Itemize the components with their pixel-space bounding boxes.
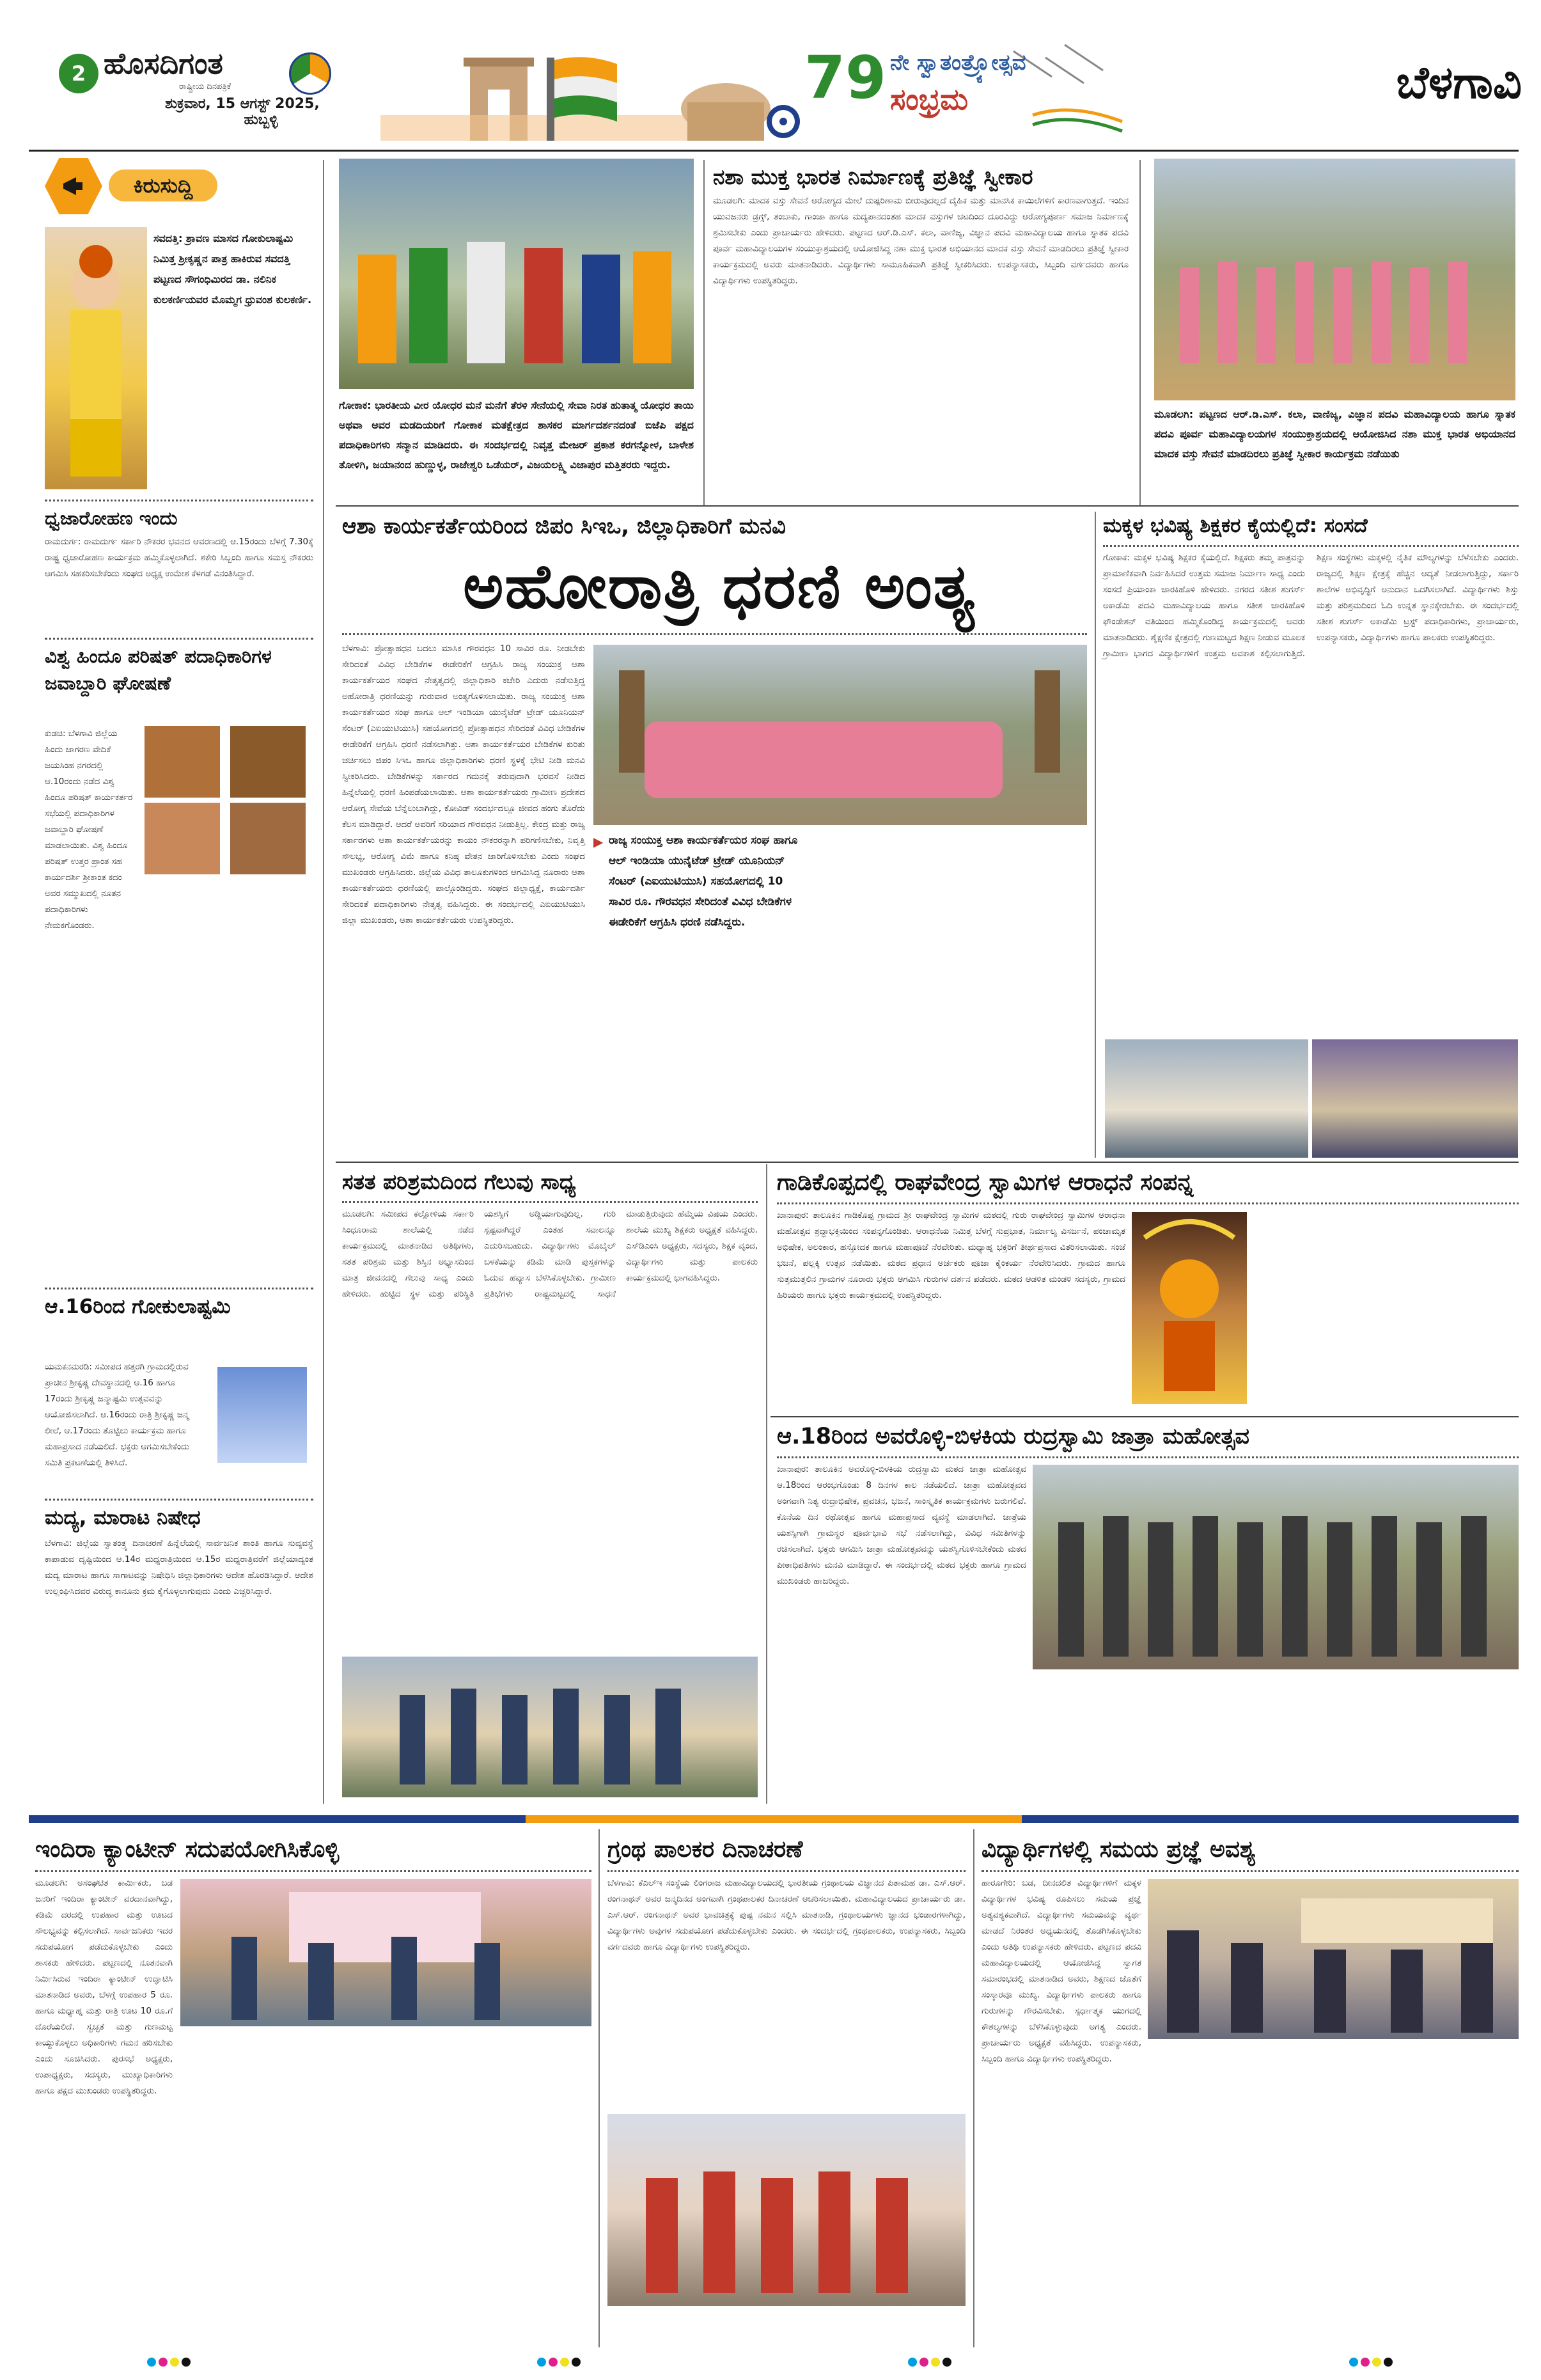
krishna-child-photo (45, 227, 147, 489)
samaya-photo (1148, 1879, 1519, 2039)
kirusuddi-title-2: ವಿಶ್ವ ಹಿಂದೂ ಪರಿಷತ್ ಪದಾಧಿಕಾರಿಗಳ ಜವಾಬ್ದಾರಿ ಘೋಷಣೆ (45, 645, 272, 694)
kirusuddi-body-2-cont (45, 879, 313, 1282)
flag-emblem (289, 52, 331, 95)
gelavu-photo (342, 1657, 758, 1797)
samaya-underline (982, 1870, 1519, 1872)
lead-body-col-2 (593, 1011, 804, 1153)
soldiers-felicitation-photo (339, 159, 694, 389)
kirusuddi-title-3: ಆ.16ರಿಂದ ಗೋಕುಲಾಷ್ಟಮಿ (45, 1295, 231, 1318)
rudraswami-body-cont (1033, 1676, 1519, 1797)
rudraswami-underline (777, 1456, 1519, 1458)
nasha-body: ಮೂಡಲಗಿ: ಮಾದಕ ವಸ್ತು ಸೇವನೆ ಆರೋಗ್ಯದ ಮೇಲೆ ದುಷ್ಪರಿಣಾಮ ಬೀರುವುದಲ್ಲದೆ ದೈಹಿಕ ಮತ್ತು ಮಾನಸಿಕ ಕಾಯಿಲೆಗಳಿಗೆ ಕಾರಣವಾಗುತ್ತದೆ. ಇಂದಿನ ಯುವಜನರು ಡ್ರಗ್ಸ್, ತಂಬಾಕು, ಗಾಂಜಾ ಹಾಗೂ ಮದ್ಯಪಾನದಂತಹ ಮಾದಕ ವಸ್ತುಗಳ ಚಟದಿಂದ ದೂರವಿದ್ದು ಆರೋಗ್ಯಪೂರ್ಣ ಸಮಾಜ ನಿರ್ಮಾಣಕ್ಕೆ ಶ್ರಮಿಸಬೇಕು ಎಂದು ಪ್ರಾಚಾರ್ಯರು ಹೇಳಿದರು. ಪಟ್ಟಣದ ಆರ್.ಡಿ.ಎಸ್. ಕಲಾ, ವಾಣಿಜ್ಯ, ವಿಜ್ಞಾನ ಪದವಿ ಮಹಾವಿದ್ಯಾಲಯ ಹಾಗೂ ಸ್ನಾತಕ ಪದವಿ ಪೂರ್ವ ಮಹಾವಿದ್ಯಾಲಯಗಳ ಸಂಯುಕ್ತಾಶ್ರಯದಲ್ಲಿ ಆಯೋಜಿಸಿದ್ದ ನಶಾ ಮುಕ್ತ ಭಾರತ ಅಭಿಯಾನದ ಮಾದಕ ವಸ್ತು ಸೇವನೆ ಮಾಡದಿರಲು ಪ್ರತಿಜ್ಞೆ ಸ್ವೀಕಾರ ಕಾರ್ಯಕ್ರಮದಲ್ಲಿ ಅವರು ಮಾತನಾಡಿದರು. ವಿದ್ಯಾರ್ಥಿಗಳು ಸಾಮೂಹಿಕವಾಗಿ ಪ್ರತಿಜ್ಞೆ ಸ್ವೀಕರಿಸಿದರು. ಉಪನ್ಯಾಸಕರು, ಸಿಬ್ಬಂದಿ ವರ್ಗದವರು ಹಾಗೂ ವಿದ್ಯಾರ್ಥಿಗಳು ಉಪಸ್ಥಿತರಿದ್ದರು. (713, 196, 1129, 286)
granthapalaka-photo (607, 2114, 966, 2306)
kirusuddi-title-1: ಧ್ವಜಾರೋಹಣ ಇಂದು (45, 507, 178, 529)
vhp-office-bearer-photo-2 (230, 726, 306, 798)
bottom-color-band (29, 1815, 1519, 1823)
soldiers-photo-caption: ಗೋಕಾಕ: ಭಾರತೀಯ ವೀರ ಯೋಧರ ಮನೆ ಮನೆಗೆ ತೆರಳಿ ಸೇನೆಯಲ್ಲಿ ಸೇವಾ ನಿರತ ಹುತಾತ್ಮ ಯೋಧರ ತಾಯಿ ಅಥವಾ ಅವರ ಮಡದಿಯರಿಗೆ ಗೋಕಾಕ ಮತಕ್ಷೇತ್ರದ ಶಾಸಕರ ಮಾರ್ಗದರ್ಶನದಂತೆ ಬಿಜೆಪಿ ಪಕ್ಷದ ಪದಾಧಿಕಾರಿಗಳು ಸನ್ಮಾನ ಮಾಡಿದರು. ಈ ಸಂದರ್ಭದಲ್ಲಿ ನಿವೃತ್ತ ಮೇಜರ್ ಪ್ರಕಾಶ ಕರಗನ್ನೋಳ, ಬಾಳೇಶ ತೋಳಿಗಿ, ಜಯಾನಂದ ಹುಣ್ಣುಳ್ಳ, ರಾಜೇಶ್ವರಿ ಒಡೆಯರ್, ವಿಜಯಲಕ್ಷ್ಮಿ ವಿಜಾಪುರ ಮತ್ತಿತರರು ಇದ್ದರು. (339, 399, 694, 471)
indira-photo (180, 1879, 591, 2026)
top-row-rule-1 (703, 160, 705, 505)
nasha-photo-caption: ಮೂಡಲಗಿ: ಪಟ್ಟಣದ ಆರ್.ಡಿ.ಎಸ್. ಕಲಾ, ವಾಣಿಜ್ಯ, ವಿಜ್ಞಾನ ಪದವಿ ಮಹಾವಿದ್ಯಾಲಯ ಹಾಗೂ ಸ್ನಾತಕ ಪದವಿ ಪೂರ್ವ ಮಹಾವಿದ್ಯಾಲಯಗಳ ಸಂಯುಕ್ತಾಶ್ರಯದಲ್ಲಿ ಆಯೋಜಿಸಿದ ನಶಾ ಮುಕ್ತ ಭಾರತ ಅಭಿಯಾನದ ಮಾದಕ ವಸ್ತು ಸೇವನೆ ಮಾಡದಿರಲು ಪ್ರತಿಜ್ಞೆ ಸ್ವೀಕಾರ ಕಾರ್ಯಕ್ರಮ ನಡೆಯಿತು (1154, 408, 1515, 460)
granthapalaka-headline: ಗ್ರಂಥ ಪಾಲಕರ ದಿನಾಚರಣೆ (607, 1836, 803, 1863)
raghavendra-body-left: ಖಾನಾಪುರ: ತಾಲೂಕಿನ ಗಾಡಿಕೊಪ್ಪ ಗ್ರಾಮದ ಶ್ರೀ ರಾಘವೇಂದ್ರ ಸ್ವಾಮಿಗಳ ಮಠದಲ್ಲಿ ಗುರು ರಾಘವೇಂದ್ರ ಸ್ವಾಮಿಗಳ ಆರಾಧನಾ ಮಹೋತ್ಸವ ಶ್ರದ್ಧಾಭಕ್ತಿಯಿಂದ ಸಂಪನ್ನಗೊಂಡಿತು. ಆರಾಧನೆಯ ನಿಮಿತ್ತ ಬೆಳಗ್ಗೆ ಸುಪ್ರಭಾತ, ನಿರ್ಮಾಲ್ಯ ವಿಸರ್ಜನೆ, ಪಂಚಾಮೃತ ಅಭಿಷೇಕ, ಅಲಂಕಾರ, ಹಸ್ತೋದಕ ಹಾಗೂ ಮಹಾಪೂಜೆ ನೆರವೇರಿತು. ಮಧ್ಯಾಹ್ನ ಭಕ್ತರಿಗೆ ತೀರ್ಥಪ್ರಸಾದ ವಿತರಿಸಲಾಯಿತು. ಸಂಜೆ ಭಜನೆ, ಪಲ್ಲಕ್ಕಿ ಉತ್ಸವ ನಡೆಯಿತು. ಮಠದ ಪ್ರಧಾನ ಅರ್ಚಕರು ಪೂಜಾ ಕೈಂಕರ್ಯ ನೆರವೇರಿಸಿದರು. ಗ್ರಾಮದ ಹಾಗೂ ಸುತ್ತಮುತ್ತಲಿನ ಗ್ರಾಮಗಳ ನೂರಾರು ಭಕ್ತರು ಆಗಮಿಸಿ ಗುರುಗಳ ದರ್ಶನ ಪಡೆದರು. ಮಠದ ಆಡಳಿತ ಮಂಡಳಿ ಸದಸ್ಯರು, ಗ್ರಾಮದ ಹಿರಿಯರು ಹಾಗೂ ಭಕ್ತರು ಕಾರ್ಯಕ್ರಮದಲ್ಲಿ ಉಪಸ್ಥಿತರಿದ್ದರು. (777, 1210, 1125, 1300)
makkala-underline (1103, 545, 1519, 547)
indira-underline (35, 1870, 591, 1872)
rudraswami-photo (1033, 1465, 1519, 1669)
city-line: ಹುಬ್ಬಳ್ಳಿ (244, 112, 278, 128)
top-row-bottom-rule (336, 505, 1519, 507)
gelavu-underline (342, 1201, 758, 1203)
samaya-body-right (1148, 2045, 1519, 2343)
caption-arrow-icon: ▶ (593, 834, 604, 849)
makkala-photo-left (1105, 1039, 1308, 1158)
rudraswami-top-rule (770, 1416, 1519, 1417)
asha-photo-caption-box (593, 830, 804, 1003)
vhp-office-bearer-photo-1 (145, 726, 220, 798)
paper-tagline: ರಾಷ್ಟ್ರೀಯ ದಿನಪತ್ರಿಕೆ (179, 82, 231, 91)
indira-headline: ಇಂದಿರಾ ಕ್ಯಾಂಟೀನ್ ಸದುಪಯೋಗಿಸಿಕೊಳ್ಳಿ (35, 1836, 340, 1863)
granthapalaka-underline (607, 1870, 966, 1872)
indira-body-left: ಮೂಡಲಗಿ: ಅಸಂಘಟಿತ ಕಾರ್ಮಿಕರು, ಬಡ ಜನರಿಗೆ ಇಂದಿರಾ ಕ್ಯಾಂಟೀನ್ ವರದಾನವಾಗಿದ್ದು, ಕಡಿಮೆ ದರದಲ್ಲಿ ಉಪಹಾರ ಮತ್ತು ಊಟದ ಸೌಲಭ್ಯವನ್ನು ಕಲ್ಪಿಸಲಾಗಿದೆ. ಸಾರ್ವಜನಿಕರು ಇದರ ಸದುಪಯೋಗ ಪಡೆದುಕೊಳ್ಳಬೇಕು ಎಂದು ಶಾಸಕರು ಹೇಳಿದರು. ಪಟ್ಟಣದಲ್ಲಿ ನೂತನವಾಗಿ ನಿರ್ಮಿಸಿರುವ ಇಂದಿರಾ ಕ್ಯಾಂಟೀನ್ ಉದ್ಘಾಟಿಸಿ ಮಾತನಾಡಿದ ಅವರು, ಬೆಳಗ್ಗೆ ಉಪಹಾರ 5 ರೂ. ಹಾಗೂ ಮಧ್ಯಾಹ್ನ ಮತ್ತು ರಾತ್ರಿ ಊಟ 10 ರೂ.ಗೆ ದೊರೆಯಲಿದೆ. ಸ್ವಚ್ಛತೆ ಮತ್ತು ಗುಣಮಟ್ಟ ಕಾಯ್ದುಕೊಳ್ಳಲು ಅಧಿಕಾರಿಗಳು ಗಮನ ಹರಿಸಬೇಕು ಎಂದು ಸೂಚಿಸಿದರು. ಪುರಸಭೆ ಅಧ್ಯಕ್ಷರು, ಉಪಾಧ್ಯಕ್ಷರು, ಸದಸ್ಯರು, ಮುಖ್ಯಾಧಿಕಾರಿಗಳು ಹಾಗೂ ಪಕ್ಷದ ಮುಖಂಡರು ಉಪಸ್ಥಿತರಿದ್ದರು. (35, 1878, 173, 2096)
registration-marks (0, 2354, 1541, 2373)
samaya-body-left: ಹಾರೂಗೇರಿ: ಬಡ, ದೀನದಲಿತ ವಿದ್ಯಾರ್ಥಿಗಳಿಗೆ ಮಕ್ಕಳ ವಿದ್ಯಾರ್ಥಿಗಳ ಭವಿಷ್ಯ ರೂಪಿಸಲು ಸಮಯ ಪ್ರಜ್ಞೆ ಅತ್ಯವಶ್ಯಕವಾಗಿದೆ. ವಿದ್ಯಾರ್ಥಿಗಳು ಸಮಯವನ್ನು ವ್ಯರ್ಥ ಮಾಡದೆ ನಿರಂತರ ಅಧ್ಯಯನದಲ್ಲಿ ತೊಡಗಿಸಿಕೊಳ್ಳಬೇಕು ಎಂದು ಅತಿಥಿ ಉಪನ್ಯಾಸಕರು ಹೇಳಿದರು. ಪಟ್ಟಣದ ಪದವಿ ಮಹಾವಿದ್ಯಾಲಯದಲ್ಲಿ ಆಯೋಜಿಸಿದ್ದ ಸ್ವಾಗತ ಸಮಾರಂಭದಲ್ಲಿ ಮಾತನಾಡಿದ ಅವರು, ಶಿಕ್ಷಣದ ಜೊತೆಗೆ ಸಂಸ್ಕಾರವೂ ಮುಖ್ಯ. ವಿದ್ಯಾರ್ಥಿಗಳು ಪಾಲಕರು ಹಾಗೂ ಗುರುಗಳನ್ನು ಗೌರವಿಸಬೇಕು. ಸ್ಪರ್ಧಾತ್ಮಕ ಯುಗದಲ್ಲಿ ಕೌಶಲ್ಯಗಳನ್ನು ಬೆಳೆಸಿಕೊಳ್ಳುವುದು ಅಗತ್ಯ ಎಂದರು. ಪ್ರಾಚಾರ್ಯರು ಅಧ್ಯಕ್ಷತೆ ವಹಿಸಿದ್ದರು. ಉಪನ್ಯಾಸಕರು, ಸಿಬ್ಬಂದಿ ಹಾಗೂ ವಿದ್ಯಾರ್ಥಿಗಳು ಉಪಸ್ಥಿತರಿದ್ದರು. (982, 1878, 1141, 2064)
lead-right-rule (1095, 512, 1096, 1158)
kirusuddi-body-2: ಕುಡಚಿ: ಬೆಳಗಾವಿ ಜಿಲ್ಲೆಯ ಹಿಂದು ಜಾಗರಣ ವೇದಿಕೆ ಜಯಸಿಂಹ ನಗರದಲ್ಲಿ ಆ.10ರಂದು ನಡೆದ ವಿಶ್ವ ಹಿಂದೂ ಪರಿಷತ್ ಕಾರ್ಯಕರ್ತರ ಸಭೆಯಲ್ಲಿ ಪದಾಧಿಕಾರಿಗಳ ಜವಾಬ್ದಾರಿ ಘೋಷಣೆ ಮಾಡಲಾಯಿತು. ವಿಶ್ವ ಹಿಂದೂ ಪರಿಷತ್ ಉತ್ತರ ಪ್ರಾಂತ ಸಹ ಕಾರ್ಯದರ್ಶಿ ಶ್ರೀಕಾಂತ ಕದಂ ಅವರ ಸಮ್ಮುಖದಲ್ಲಿ ನೂತನ ಪದಾಧಿಕಾರಿಗಳು ನೇಮಕಗೊಂಡರು. (45, 729, 133, 931)
page-number: 2 (71, 61, 86, 86)
granthapalaka-body: ಬೆಳಗಾವಿ: ಕೆಎಲ್‌ಇ ಸಂಸ್ಥೆಯ ಲಿಂಗರಾಜ ಮಹಾವಿದ್ಯಾಲಯದಲ್ಲಿ ಭಾರತೀಯ ಗ್ರಂಥಾಲಯ ವಿಜ್ಞಾನದ ಪಿತಾಮಹ ಡಾ. ಎಸ್.ಆರ್. ರಂಗನಾಥನ್ ಅವರ ಜನ್ಮದಿನದ ಅಂಗವಾಗಿ ಗ್ರಂಥಪಾಲಕರ ದಿನಾಚರಣೆ ಆಚರಿಸಲಾಯಿತು. ಮಹಾವಿದ್ಯಾಲಯದ ಪ್ರಾಚಾರ್ಯರು ಡಾ. ಎಸ್.ಆರ್. ರಂಗನಾಥನ್ ಅವರ ಭಾವಚಿತ್ರಕ್ಕೆ ಪುಷ್ಪ ನಮನ ಸಲ್ಲಿಸಿ ಮಾತನಾಡಿ, ಗ್ರಂಥಾಲಯಗಳು ಜ್ಞಾನದ ಭಂಡಾರಗಳಾಗಿದ್ದು, ವಿದ್ಯಾರ್ಥಿಗಳು ಅವುಗಳ ಸದುಪಯೋಗ ಪಡೆದುಕೊಳ್ಳಬೇಕು ಎಂದರು. ಈ ಸಂದರ್ಭದಲ್ಲಿ ಗ್ರಂಥಪಾಲಕರು, ಉಪನ್ಯಾಸಕರು, ಸಿಬ್ಬಂದಿ ವರ್ಗದವರು ಹಾಗೂ ವಿದ್ಯಾರ್ಥಿಗಳು ಉಪಸ್ಥಿತರಿದ್ದರು. (607, 1878, 966, 1952)
vhp-office-bearer-photo-4 (230, 803, 306, 874)
issue-date (165, 96, 357, 128)
asha-photo-caption: ರಾಜ್ಯ ಸಂಯುಕ್ತ ಆಶಾ ಕಾರ್ಯಕರ್ತೆಯರ ಸಂಘ ಹಾಗೂ ಆಲ್ ಇಂಡಿಯಾ ಯುನೈಟೆಡ್ ಟ್ರೇಡ್ ಯೂನಿಯನ್ ಸೆಂಟರ್ (ಎಐಯುಟಿಯುಸಿ) ಸಹಯೋಗದಲ್ಲಿ 10 ಸಾವಿರ ರೂ. ಗೌರವಧನ ಸೇರಿದಂತೆ ವಿವಿಧ ಬೇಡಿಕೆಗಳ ಈಡೇರಿಕೆಗೆ ಆಗ್ರಹಿಸಿ ಧರಣಿ ನಡೆಸಿದ್ದರು. (609, 834, 798, 929)
kirusuddi-badge (45, 158, 217, 214)
raghavendra-underline (777, 1202, 1519, 1204)
banner-line-2: ಸಂಭ್ರಮ (890, 82, 968, 116)
gelavu-body: ಮೂಡಲಗಿ: ಸಮೀಪದ ಕಲ್ಲೋಳಿಯ ಸರ್ಕಾರಿ ಸಿಂಧೂರಾಮ ಶಾಲೆಯಲ್ಲಿ ನಡೆದ ಕಾರ್ಯಕ್ರಮದಲ್ಲಿ ಮಾತನಾಡಿದ ಅತಿಥಿಗಳು, ಸತತ ಪರಿಶ್ರಮ ಮತ್ತು ಶಿಸ್ತಿನ ಅಭ್ಯಾಸದಿಂದ ಮಾತ್ರ ಜೀವನದಲ್ಲಿ ಗೆಲುವು ಸಾಧ್ಯ ಎಂದು ಹೇಳಿದರು. ಹುಟ್ಟಿದ ಸ್ಥಳ ಮತ್ತು ಪರಿಸ್ಥಿತಿ ಯಶಸ್ಸಿಗೆ ಅಡ್ಡಿಯಾಗುವುದಿಲ್ಲ. ಗುರಿ ಸ್ಪಷ್ಟವಾಗಿದ್ದರೆ ಎಂತಹ ಸವಾಲನ್ನೂ ಎದುರಿಸಬಹುದು. ವಿದ್ಯಾರ್ಥಿಗಳು ಮೊಬೈಲ್ ಬಳಕೆಯನ್ನು ಕಡಿಮೆ ಮಾಡಿ ಪುಸ್ತಕಗಳನ್ನು ಓದುವ ಹವ್ಯಾಸ ಬೆಳೆಸಿಕೊಳ್ಳಬೇಕು. ಗ್ರಾಮೀಣ ಪ್ರತಿಭೆಗಳು ರಾಷ್ಟ್ರಮಟ್ಟದಲ್ಲಿ ಸಾಧನೆ ಮಾಡುತ್ತಿರುವುದು ಹೆಮ್ಮೆಯ ವಿಷಯ ಎಂದರು. ಶಾಲೆಯ ಮುಖ್ಯ ಶಿಕ್ಷಕರು ಅಧ್ಯಕ್ಷತೆ ವಹಿಸಿದ್ದರು. ಎಸ್‌ಡಿಎಂಸಿ ಅಧ್ಯಕ್ಷರು, ಸದಸ್ಯರು, ಶಿಕ್ಷಕ ವೃಂದ, ವಿದ್ಯಾರ್ಥಿಗಳು ಮತ್ತು ಪಾಲಕರು ಕಾರ್ಯಕ್ರಮದಲ್ಲಿ ಭಾಗವಹಿಸಿದ್ದರು. (342, 1209, 758, 1299)
masthead (0, 0, 1541, 152)
kirusuddi-title-4: ಮದ್ಯ, ಮಾರಾಟ ನಿಷೇಧ (45, 1506, 201, 1529)
masthead-rule (29, 150, 1519, 152)
gelavu-headline: ಸತತ ಪರಿಶ್ರಮದಿಂದ ಗೆಲುವು ಸಾಧ್ಯ (342, 1169, 576, 1194)
vhp-office-bearer-photo-3 (145, 803, 220, 874)
rudraswami-headline: ಆ.18ರಿಂದ ಅವರೊಳ್ಳಿ-ಬಿಳಕಿಯ ರುದ್ರಸ್ವಾಮಿ ಜಾತ್ರಾ ಮಹೋತ್ಸವ (777, 1424, 1249, 1449)
asha-protest-photo (593, 645, 1087, 825)
kirusuddi-hex (45, 158, 102, 214)
kirusuddi-body-3: ಯಮಕನಮರಡಿ: ಸಮೀಪದ ಹತ್ತರಗಿ ಗ್ರಾಮದಲ್ಲಿರುವ ಪ್ರಾಚೀನ ಶ್ರೀಕೃಷ್ಣ ದೇವಸ್ಥಾನದಲ್ಲಿ ಆ.16 ಹಾಗೂ 17ರಂದು ಶ್ರೀಕೃಷ್ಣ ಜನ್ಮಾಷ್ಟಮಿ ಉತ್ಸವವನ್ನು ಆಯೋಜಿಸಲಾಗಿದೆ. ಆ.16ರಂದು ರಾತ್ರಿ ಶ್ರೀಕೃಷ್ಣ ಜನ್ಮ ಲೀಲೆ, ಆ.17ರಂದು ತೊಟ್ಟಿಲು ಕಾರ್ಯಕ್ರಮ ಹಾಗೂ ಮಹಾಪ್ರಸಾದ ನಡೆಯಲಿದೆ. ಭಕ್ತರು ಆಗಮಿಸಬೇಕೆಂದು ಸಮಿತಿ ಪ್ರಕಟಣೆಯಲ್ಲಿ ತಿಳಿಸಿದೆ. (45, 1362, 189, 1468)
page-number-badge (59, 54, 98, 93)
kirusuddi-divider-2 (45, 638, 313, 640)
raghavendra-body-right (1255, 1208, 1519, 1412)
nasha-headline: ನಶಾ ಮುಕ್ತ ಭಾರತ ನಿರ್ಮಾಣಕ್ಕೆ ಪ್ರತಿಜ್ಞೆ ಸ್ವೀಕಾರ (713, 164, 1033, 189)
kirusuddi-body-4: ಬೆಳಗಾವಿ: ಜಿಲ್ಲೆಯ ಸ್ವಾತಂತ್ರ್ಯ ದಿನಾಚರಣೆ ಹಿನ್ನೆಲೆಯಲ್ಲಿ ಸಾರ್ವಜನಿಕ ಶಾಂತಿ ಹಾಗೂ ಸುವ್ಯವಸ್ಥೆ ಕಾಪಾಡುವ ದೃಷ್ಟಿಯಿಂದ ಆ.14ರ ಮಧ್ಯರಾತ್ರಿಯಿಂದ ಆ.15ರ ಮಧ್ಯರಾತ್ರಿವರೆಗೆ ಜಿಲ್ಲೆಯಾದ್ಯಂತ ಮದ್ಯ ಮಾರಾಟ ಹಾಗೂ ಸಾಗಾಟವನ್ನು ನಿಷೇಧಿಸಿ ಜಿಲ್ಲಾಧಿಕಾರಿಗಳು ಆದೇಶ ಹೊರಡಿಸಿದ್ದಾರೆ. ಆದೇಶ ಉಲ್ಲಂಘಿಸಿದವರ ವಿರುದ್ಧ ಕಾನೂನು ಕ್ರಮ ಕೈಗೊಳ್ಳಲಾಗುವುದು ಎಂದು ಎಚ್ಚರಿಸಿದ್ದಾರೆ. (45, 1538, 313, 1596)
kirusuddi-column (31, 157, 318, 1807)
kirusuddi-body-1: ರಾಮದುರ್ಗ: ರಾಮದುರ್ಗ ಸರ್ಕಾರಿ ನೌಕರರ ಭವನದ ಆವರಣದಲ್ಲಿ ಆ.15ರಂದು ಬೆಳಗ್ಗೆ 7.30ಕ್ಕೆ ರಾಷ್ಟ್ರ ಧ್ವಜಾರೋಹಣ ಕಾರ್ಯಕ್ರಮ ಹಮ್ಮಿಕೊಳ್ಳಲಾಗಿದೆ. ಶಕೇರಿ ಸಿಬ್ಬಂದಿ ಹಾಗೂ ಸಮಸ್ತ ನೌಕರರು ಆಗಮಿಸಿ ಸಹಕರಿಸಬೇಕೆಂದು ಸಂಘದ ಅಧ್ಯಕ್ಷ ಉಮೇಶ ಕೆಳಗಡೆ ವಿನಂತಿಸಿದ್ದಾರೆ. (45, 537, 313, 579)
makkala-photo-right (1312, 1039, 1518, 1158)
date-line: ಶುಕ್ರವಾರ, 15 ಆಗಸ್ಟ್ 2025, (165, 96, 320, 112)
paper-name: ಹೊಸದಿಗಂತ (104, 46, 223, 81)
kirusuddi-divider-1 (45, 500, 313, 501)
nasha-pledge-photo (1154, 159, 1515, 400)
megaphone-icon (59, 172, 88, 200)
top-row-rule-2 (1139, 160, 1141, 505)
raghavendra-headline: ಗಾಡಿಕೊಪ್ಪದಲ್ಲಿ ರಾಘವೇಂದ್ರ ಸ್ವಾಮಿಗಳ ಆರಾಧನೆ ಸಂಪನ್ನ (777, 1169, 1194, 1195)
rudraswami-body: ಖಾನಾಪುರ: ತಾಲೂಕಿನ ಅವರೊಳ್ಳಿ-ಬಿಳಕಿಯ ರುದ್ರಸ್ವಾಮಿ ಮಠದ ಜಾತ್ರಾ ಮಹೋತ್ಸವ ಆ.18ರಿಂದ ಆರಂಭಗೊಂಡು 8 ದಿನಗಳ ಕಾಲ ನಡೆಯಲಿದೆ. ಜಾತ್ರಾ ಮಹೋತ್ಸವದ ಅಂಗವಾಗಿ ನಿತ್ಯ ರುದ್ರಾಭಿಷೇಕ, ಪ್ರವಚನ, ಭಜನೆ, ಸಾಂಸ್ಕೃತಿಕ ಕಾರ್ಯಕ್ರಮಗಳು ಜರುಗಲಿವೆ. ಕೊನೆಯ ದಿನ ರಥೋತ್ಸವ ಹಾಗೂ ಮಹಾಪ್ರಸಾದ ವ್ಯವಸ್ಥೆ ಮಾಡಲಾಗಿದೆ. ಜಾತ್ರೆಯ ಯಶಸ್ಸಿಗಾಗಿ ಗ್ರಾಮಸ್ಥರ ಪೂರ್ವಭಾವಿ ಸಭೆ ನಡೆಸಲಾಗಿದ್ದು, ವಿವಿಧ ಸಮಿತಿಗಳನ್ನು ರಚಿಸಲಾಗಿದೆ. ಭಕ್ತರು ಆಗಮಿಸಿ ಜಾತ್ರಾ ಮಹೋತ್ಸವವನ್ನು ಯಶಸ್ವಿಗೊಳಿಸಬೇಕೆಂದು ಮಠದ ಪೀಠಾಧಿಪತಿಗಳು ಮನವಿ ಮಾಡಿದ್ದಾರೆ. ಈ ಸಂದರ್ಭದಲ್ಲಿ ಮಠದ ಭಕ್ತರು ಹಾಗೂ ಗ್ರಾಮದ ಮುಖಂಡರು ಹಾಜರಿದ್ದರು. (777, 1464, 1026, 1586)
bottom-rule-1 (598, 1829, 600, 2347)
makkala-body: ಗೋಕಾಕ: ಮಕ್ಕಳ ಭವಿಷ್ಯ ಶಿಕ್ಷಕರ ಕೈಯಲ್ಲಿದೆ. ಶಿಕ್ಷಕರು ತಮ್ಮ ಪಾತ್ರವನ್ನು ಪ್ರಾಮಾಣಿಕವಾಗಿ ನಿರ್ವಹಿಸಿದರೆ ಉತ್ತಮ ಸಮಾಜ ನಿರ್ಮಾಣ ಸಾಧ್ಯ ಎಂದು ಸಂಸದೆ ಪ್ರಿಯಾಂಕಾ ಜಾರಕಿಹೊಳಿ ಹೇಳಿದರು. ನಗರದ ಸತೀಶ ಶುಗರ್ಸ್ ಅಕಾಡೆಮಿ ಪದವಿ ಮಹಾವಿದ್ಯಾಲಯ ಹಾಗೂ ಸತೀಶ ಜಾರಕಿಹೊಳಿ ಫೌಂಡೇಶನ್ ವತಿಯಿಂದ ಹಮ್ಮಿಕೊಂಡಿದ್ದ ಕಾರ್ಯಕ್ರಮದಲ್ಲಿ ಅವರು ಮಾತನಾಡಿದರು. ಶೈಕ್ಷಣಿಕ ಕ್ಷೇತ್ರದಲ್ಲಿ ಗುಣಮಟ್ಟದ ಶಿಕ್ಷಣ ನೀಡುವ ಮೂಲಕ ಗ್ರಾಮೀಣ ಭಾಗದ ವಿದ್ಯಾರ್ಥಿಗಳಿಗೆ ಉತ್ತಮ ಅವಕಾಶ ಕಲ್ಪಿಸಲಾಗುತ್ತಿದೆ. ಶಿಕ್ಷಣ ಸಂಸ್ಥೆಗಳು ಮಕ್ಕಳಲ್ಲಿ ನೈತಿಕ ಮೌಲ್ಯಗಳನ್ನು ಬೆಳೆಸಬೇಕು ಎಂದರು. ರಾಜ್ಯದಲ್ಲಿ ಶಿಕ್ಷಣ ಕ್ಷೇತ್ರಕ್ಕೆ ಹೆಚ್ಚಿನ ಆದ್ಯತೆ ನೀಡಲಾಗುತ್ತಿದ್ದು, ಸರ್ಕಾರಿ ಶಾಲೆಗಳ ಅಭಿವೃದ್ಧಿಗೆ ಅನುದಾನ ಒದಗಿಸಲಾಗಿದೆ. ವಿದ್ಯಾರ್ಥಿಗಳು ಶಿಸ್ತು ಮತ್ತು ಪರಿಶ್ರಮದಿಂದ ಓದಿ ಉನ್ನತ ಸ್ಥಾನಕ್ಕೇರಬೇಕು. ಈ ಸಂದರ್ಭದಲ್ಲಿ ಸತೀಶ ಶುಗರ್ಸ್ ಅಕಾಡೆಮಿ ಟ್ರಸ್ಟ್ ಪದಾಧಿಕಾರಿಗಳು, ಪ್ರಾಚಾರ್ಯರು, ಉಪನ್ಯಾಸಕರು, ವಿದ್ಯಾರ್ಥಿಗಳು ಹಾಗೂ ಪಾಲಕರು ಉಪಸ್ಥಿತರಿದ್ದರು. (1103, 553, 1519, 659)
kirusuddi-divider-4 (45, 1499, 313, 1501)
indira-body-right (180, 2033, 591, 2343)
lead-underline (342, 633, 1087, 635)
krishna-illustration (217, 1367, 307, 1463)
lead-kicker: ಆಶಾ ಕಾರ್ಯಕರ್ತೆಯರಿಂದ ಜಿಪಂ ಸಿಇಒ, ಜಿಲ್ಲಾಧಿಕಾರಿಗೆ ಮನವಿ (342, 514, 786, 539)
lead-body-col-1: ಬೆಳಗಾವಿ: ಪ್ರೋತ್ಸಾಹಧನ ಬದಲು ಮಾಸಿಕ ಗೌರವಧನ 10 ಸಾವಿರ ರೂ. ನೀಡಬೇಕು ಸೇರಿದಂತೆ ವಿವಿಧ ಬೇಡಿಕೆಗಳ ಈಡೇರಿಕೆಗೆ ಆಗ್ರಹಿಸಿ ರಾಜ್ಯ ಸಂಯುಕ್ತ ಆಶಾ ಕಾರ್ಯಕರ್ತೆಯರ ಸಂಘದ ನೇತೃತ್ವದಲ್ಲಿ ಜಿಲ್ಲಾಧಿಕಾರಿ ಕಚೇರಿ ಎದುರು ನಡೆಸುತ್ತಿದ್ದ ಅಹೋರಾತ್ರಿ ಧರಣಿಯನ್ನು ಗುರುವಾರ ಅಂತ್ಯಗೊಳಿಸಲಾಯಿತು. ರಾಜ್ಯ ಸಂಯುಕ್ತ ಆಶಾ ಕಾರ್ಯಕರ್ತೆಯರ ಸಂಘ ಹಾಗೂ ಆಲ್ ಇಂಡಿಯಾ ಯುನೈಟೆಡ್ ಟ್ರೇಡ್ ಯೂನಿಯನ್ ಸೆಂಟರ್ (ಎಐಯುಟಿಯುಸಿ) ಸಹಯೋಗದಲ್ಲಿ ಪ್ರೋತ್ಸಾಹಧನ ಸೇರಿದಂತೆ ವಿವಿಧ ಬೇಡಿಕೆಗಳ ಈಡೇರಿಕೆಗೆ ಆಗ್ರಹಿಸಿ ಧರಣಿ ನಡೆಸಲಾಗಿತ್ತು. ಆಶಾ ಕಾರ್ಯಕರ್ತೆಯರ ಬೇಡಿಕೆಗಳ ಕುರಿತು ಚರ್ಚಿಸಲು ಜಿಪಂ ಸಿಇಒ ಹಾಗೂ ಜಿಲ್ಲಾಧಿಕಾರಿಗಳು ಧರಣಿ ಸ್ಥಳಕ್ಕೆ ಭೇಟಿ ನೀಡಿ ಮನವಿ ಸ್ವೀಕರಿಸಿದರು. ಬೇಡಿಕೆಗಳನ್ನು ಸರ್ಕಾರದ ಗಮನಕ್ಕೆ ತರುವುದಾಗಿ ಭರವಸೆ ನೀಡಿದ ಹಿನ್ನೆಲೆಯಲ್ಲಿ ಧರಣಿ ಹಿಂಪಡೆಯಲಾಯಿತು. ಆಶಾ ಕಾರ್ಯಕರ್ತೆಯರು ಗ್ರಾಮೀಣ ಪ್ರದೇಶದ ಆರೋಗ್ಯ ಸೇವೆಯ ಬೆನ್ನೆಲುಬಾಗಿದ್ದು, ಕೋವಿಡ್ ಸಂದರ್ಭದಲ್ಲೂ ಜೀವದ ಹಂಗು ತೊರೆದು ಕೆಲಸ ಮಾಡಿದ್ದಾರೆ. ಆದರೆ ಅವರಿಗೆ ಸರಿಯಾದ ಗೌರವಧನ ನೀಡುತ್ತಿಲ್ಲ. ಕೇಂದ್ರ ಮತ್ತು ರಾಜ್ಯ ಸರ್ಕಾರಗಳು ಆಶಾ ಕಾರ್ಯಕರ್ತೆಯರನ್ನು ಕಾಯಂ ನೌಕರರನ್ನಾಗಿ ಪರಿಗಣಿಸಬೇಕು, ನಿವೃತ್ತಿ ಸೌಲಭ್ಯ, ಆರೋಗ್ಯ ವಿಮೆ ಹಾಗೂ ಕನಿಷ್ಠ ವೇತನ ಜಾರಿಗೊಳಿಸಬೇಕು ಎಂದು ಸಂಘದ ಮುಖಂಡರು ಆಗ್ರಹಿಸಿದರು. ಜಿಲ್ಲೆಯ ವಿವಿಧ ತಾಲೂಕುಗಳಿಂದ ಆಗಮಿಸಿದ್ದ ನೂರಾರು ಆಶಾ ಕಾರ್ಯಕರ್ತೆಯರು ಧರಣಿಯಲ್ಲಿ ಪಾಲ್ಗೊಂಡಿದ್ದರು. ಸಂಘದ ಜಿಲ್ಲಾಧ್ಯಕ್ಷೆ, ಕಾರ್ಯದರ್ಶಿ ಸೇರಿದಂತೆ ಪದಾಧಿಕಾರಿಗಳು ನೇತೃತ್ವ ವಹಿಸಿದ್ದರು. ಈ ಸಂದರ್ಭದಲ್ಲಿ ಎಐಯುಟಿಯುಸಿ ಜಿಲ್ಲಾ ಮುಖಂಡರು, ಆಶಾ ಕಾರ್ಯಕರ್ತೆಯರು ಉಪಸ್ಥಿತರಿದ್ದರು. (342, 643, 585, 926)
left-column-rule (323, 160, 324, 1804)
raghavendra-photo (1132, 1212, 1247, 1404)
bottom-rule-2 (973, 1829, 974, 2347)
kirusuddi-label: ಕಿರುಸುದ್ದಿ (109, 169, 217, 201)
lead-body-col-3 (813, 830, 1087, 1153)
banner-number: 79 (804, 43, 887, 112)
edition-name: ಬೆಳಗಾವಿ (1396, 56, 1522, 109)
makkala-headline: ಮಕ್ಕಳ ಭವಿಷ್ಯ ಶಿಕ್ಷಕರ ಕೈಯಲ್ಲಿದೆ: ಸಂಸದೆ (1103, 514, 1368, 537)
kirusuddi-divider-3 (45, 1288, 313, 1289)
middle-row-top-rule (336, 1162, 1519, 1163)
banner-line-1: ನೇ ಸ್ವಾತಂತ್ರ್ಯೋತ್ಸವ (890, 50, 1026, 75)
lead-headline: ಅಹೋರಾತ್ರಿ ಧರಣಿ ಅಂತ್ಯ (463, 551, 976, 622)
samaya-headline: ವಿದ್ಯಾರ್ಥಿಗಳಲ್ಲಿ ಸಮಯ ಪ್ರಜ್ಞೆ ಅವಶ್ಯ (982, 1836, 1256, 1863)
middle-row-rule (766, 1164, 767, 1804)
krishna-photo-caption: ಸವದತ್ತಿ: ಶ್ರಾವಣ ಮಾಸದ ಗೋಕುಲಾಷ್ಟಮಿ ನಿಮಿತ್ತ ಶ್ರೀಕೃಷ್ಣನ ಪಾತ್ರ ಹಾಕಿರುವ ಸವದತ್ತಿ ಪಟ್ಟಣದ ಸೌಗಂಧಿಮಿರದ ಡಾ. ನಲಿನಿಕ ಕುಲಕರ್ಣಿಯವರ ಮೊಮ್ಮಗ ಧ್ರುವಂಶ ಕುಲಕರ್ಣಿ. (153, 232, 312, 306)
